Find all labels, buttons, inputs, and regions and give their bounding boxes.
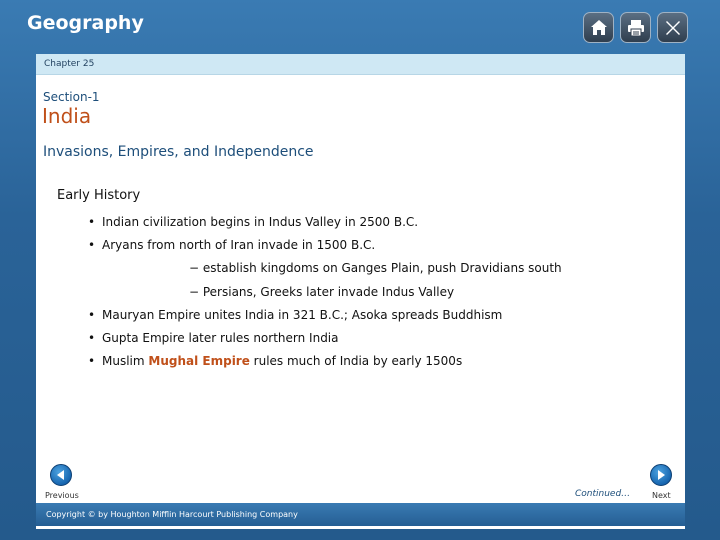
print-button[interactable] bbox=[620, 12, 651, 43]
page-title: India bbox=[42, 104, 92, 128]
app-title: Geography bbox=[27, 12, 144, 34]
bullet-text: Aryans from north of Iran invade in 1500 B.C. bbox=[102, 238, 376, 252]
bullet-item bbox=[88, 354, 462, 368]
home-icon bbox=[589, 18, 609, 38]
bullet-dot: • bbox=[88, 354, 96, 368]
bullet-text: Mauryan Empire unites India in 321 B.C.; Asoka spreads Buddhism bbox=[102, 308, 503, 322]
bullet-text: Gupta Empire later rules northern India bbox=[102, 331, 339, 345]
sub-bullet-item: − establish kingdoms on Ganges Plain, push Dravidians south bbox=[189, 261, 562, 275]
next-label[interactable]: Next bbox=[652, 491, 671, 500]
section-heading: Early History bbox=[57, 188, 141, 203]
content-panel bbox=[36, 54, 685, 529]
highlight-term[interactable]: Mughal Empire bbox=[148, 354, 250, 368]
bullet-dot: • bbox=[88, 238, 96, 252]
next-button[interactable] bbox=[650, 464, 672, 486]
previous-button[interactable] bbox=[50, 464, 72, 486]
bullet-item bbox=[88, 215, 418, 229]
bullet-item bbox=[88, 331, 339, 345]
print-icon bbox=[626, 18, 646, 38]
section-label: Section-1 bbox=[43, 90, 100, 104]
arrow-left-icon bbox=[55, 469, 67, 481]
bullet-text-suffix: rules much of India by early 1500s bbox=[249, 354, 463, 368]
bullet-item bbox=[88, 238, 375, 252]
continued-label: Continued… bbox=[575, 489, 631, 499]
close-button[interactable] bbox=[657, 12, 688, 43]
chapter-bar bbox=[36, 54, 685, 75]
bullet-dot: • bbox=[88, 215, 96, 229]
close-icon bbox=[663, 18, 683, 38]
bullet-text-prefix: Muslim bbox=[102, 354, 149, 368]
bullet-text: Indian civilization begins in Indus Valley in 2500 B.C. bbox=[102, 215, 419, 229]
bullet-dot: • bbox=[88, 308, 96, 322]
sub-bullet-item: − Persians, Greeks later invade Indus Valley bbox=[189, 285, 455, 299]
copyright-text: Copyright © by Houghton Mifflin Harcourt Publishing Company bbox=[46, 510, 298, 519]
chapter-label: Chapter 25 bbox=[44, 59, 95, 69]
top-toolbar bbox=[583, 12, 688, 43]
previous-label[interactable]: Previous bbox=[45, 491, 79, 500]
home-button[interactable] bbox=[583, 12, 614, 43]
bullet-dot: • bbox=[88, 331, 96, 345]
bullet-item bbox=[88, 308, 502, 322]
page-subtitle: Invasions, Empires, and Independence bbox=[43, 144, 314, 160]
arrow-right-icon bbox=[655, 469, 667, 481]
